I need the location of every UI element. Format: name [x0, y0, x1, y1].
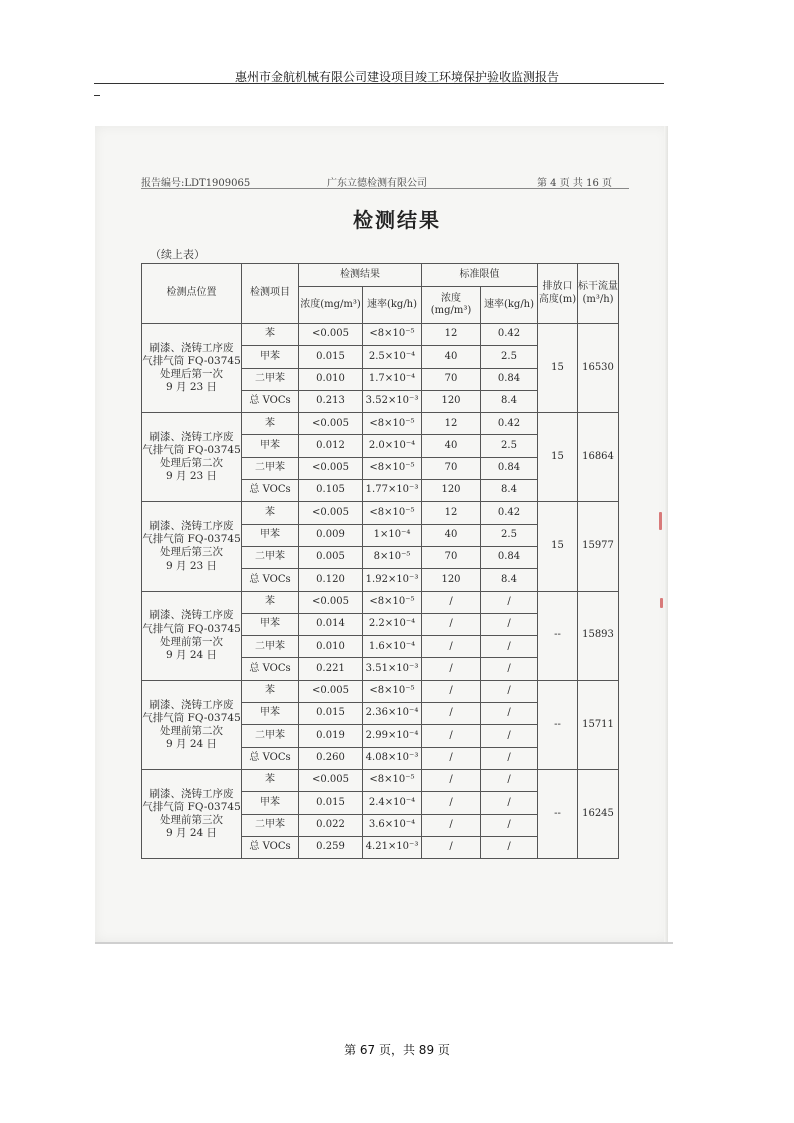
document-page-info: 第 4 页 共 16 页	[537, 178, 612, 189]
page-footer: 第 67 页，共 89 页	[344, 1043, 450, 1057]
header-item: 检测项目	[242, 264, 299, 324]
rate-cell: <8×10⁻⁵	[363, 413, 422, 435]
header-conc: 浓度(mg/m³)	[299, 287, 363, 324]
limit-rate-cell: 0.42	[481, 413, 538, 435]
item-cell: 总 VOCs	[242, 480, 299, 502]
rate-cell: 1.7×10⁻⁴	[363, 368, 422, 390]
limit-rate-cell: 0.84	[481, 368, 538, 390]
location-line: 处理前第二次	[160, 724, 223, 737]
limit-conc-cell: /	[422, 658, 481, 680]
organization-name: 广东立德检测有限公司	[327, 178, 427, 189]
item-cell: 总 VOCs	[242, 390, 299, 412]
conc-cell: 0.010	[299, 368, 363, 390]
item-cell: 二甲苯	[242, 457, 299, 479]
outlet-height-cell: --	[538, 591, 578, 680]
location-cell	[142, 591, 242, 680]
flow-cell: 16864	[578, 413, 619, 502]
conc-cell: 0.005	[299, 546, 363, 568]
item-cell: 二甲苯	[242, 814, 299, 836]
location-cell	[142, 502, 242, 591]
limit-rate-cell: /	[481, 703, 538, 725]
location-line: 气排气筒 FQ-03745	[142, 711, 241, 724]
location-line: 刷漆、浇铸工序废	[149, 341, 234, 354]
table-row	[142, 413, 619, 435]
item-cell: 甲苯	[242, 613, 299, 635]
limit-conc-cell: 12	[422, 502, 481, 524]
conc-cell: 0.019	[299, 725, 363, 747]
limit-rate-cell: /	[481, 680, 538, 702]
limit-rate-cell: /	[481, 769, 538, 791]
limit-rate-cell: 0.42	[481, 324, 538, 346]
limit-conc-cell: /	[422, 703, 481, 725]
location-line: 9 月 23 日	[165, 470, 218, 483]
rate-cell: 1.77×10⁻³	[363, 480, 422, 502]
header-location: 检测点位置	[142, 264, 242, 324]
item-cell: 甲苯	[242, 435, 299, 457]
conc-cell: <0.005	[299, 680, 363, 702]
conc-cell: 0.015	[299, 792, 363, 814]
item-cell: 苯	[242, 591, 299, 613]
limit-rate-cell: /	[481, 792, 538, 814]
document-title: 检测结果	[353, 208, 441, 232]
rate-cell: 3.6×10⁻⁴	[363, 814, 422, 836]
rate-cell: <8×10⁻⁵	[363, 324, 422, 346]
continued-note: （续上表）	[150, 248, 205, 261]
header-limit-rate: 速率(kg/h)	[481, 287, 538, 324]
limit-conc-cell: 40	[422, 524, 481, 546]
location-line: 刷漆、浇铸工序废	[149, 431, 234, 444]
limit-conc-cell: /	[422, 636, 481, 658]
item-cell: 二甲苯	[242, 546, 299, 568]
running-header: 惠州市金航机械有限公司建设项目竣工环境保护验收监测报告	[234, 70, 559, 84]
location-line: 处理前第一次	[160, 635, 223, 648]
rate-cell: 2.5×10⁻⁴	[363, 346, 422, 368]
location-line: 处理后第一次	[160, 368, 223, 381]
limit-rate-cell: 0.84	[481, 546, 538, 568]
location-line: 9 月 24 日	[165, 648, 218, 661]
conc-cell: 0.015	[299, 346, 363, 368]
location-line: 9 月 23 日	[165, 381, 218, 394]
conc-cell: <0.005	[299, 413, 363, 435]
limit-conc-cell: /	[422, 613, 481, 635]
item-cell: 总 VOCs	[242, 747, 299, 769]
limit-conc-cell: 40	[422, 435, 481, 457]
location-line: 气排气筒 FQ-03745	[142, 800, 241, 813]
rate-cell: 4.08×10⁻³	[363, 747, 422, 769]
limit-rate-cell: /	[481, 636, 538, 658]
rate-cell: <8×10⁻⁵	[363, 502, 422, 524]
limit-rate-cell: 8.4	[481, 569, 538, 591]
limit-conc-cell: 120	[422, 569, 481, 591]
conc-cell: <0.005	[299, 591, 363, 613]
conc-cell: 0.009	[299, 524, 363, 546]
limit-conc-cell: 70	[422, 457, 481, 479]
header-rate: 速率(kg/h)	[363, 287, 422, 324]
limit-conc-cell: /	[422, 769, 481, 791]
table-row	[142, 680, 619, 702]
item-cell: 甲苯	[242, 703, 299, 725]
limit-conc-cell: 70	[422, 546, 481, 568]
item-cell: 二甲苯	[242, 725, 299, 747]
results-body	[142, 324, 619, 859]
limit-rate-cell: /	[481, 591, 538, 613]
table-row	[142, 324, 619, 346]
header-rule	[94, 83, 664, 84]
location-cell	[142, 769, 242, 858]
table-row	[142, 591, 619, 613]
conc-cell: 0.221	[299, 658, 363, 680]
limit-conc-cell: 40	[422, 346, 481, 368]
location-line: 刷漆、浇铸工序废	[149, 787, 234, 800]
rate-cell: 2.0×10⁻⁴	[363, 435, 422, 457]
limit-rate-cell: 2.5	[481, 346, 538, 368]
limit-conc-cell: 120	[422, 480, 481, 502]
limit-conc-cell: /	[422, 836, 481, 858]
header-limit-conc: 浓度(mg/m³)	[422, 287, 481, 324]
limit-rate-cell: /	[481, 658, 538, 680]
limit-conc-cell: /	[422, 814, 481, 836]
location-line: 刷漆、浇铸工序废	[149, 520, 234, 533]
item-cell: 甲苯	[242, 792, 299, 814]
item-cell: 苯	[242, 769, 299, 791]
rate-cell: 2.2×10⁻⁴	[363, 613, 422, 635]
flow-cell: 15977	[578, 502, 619, 591]
conc-cell: <0.005	[299, 769, 363, 791]
conc-cell: 0.015	[299, 703, 363, 725]
limit-rate-cell: /	[481, 747, 538, 769]
item-cell: 苯	[242, 413, 299, 435]
header-limits-group: 标准限值	[422, 264, 538, 287]
item-cell: 总 VOCs	[242, 836, 299, 858]
item-cell: 二甲苯	[242, 636, 299, 658]
rate-cell: 2.99×10⁻⁴	[363, 725, 422, 747]
rate-cell: <8×10⁻⁵	[363, 591, 422, 613]
location-line: 气排气筒 FQ-03745	[142, 622, 241, 635]
location-line: 处理前第三次	[160, 814, 223, 827]
limit-rate-cell: /	[481, 725, 538, 747]
conc-cell: 0.260	[299, 747, 363, 769]
limit-conc-cell: /	[422, 792, 481, 814]
item-cell: 苯	[242, 502, 299, 524]
location-line: 处理后第二次	[160, 457, 223, 470]
conc-cell: 0.022	[299, 814, 363, 836]
location-line: 刷漆、浇铸工序废	[149, 609, 234, 622]
rate-cell: 1.6×10⁻⁴	[363, 636, 422, 658]
outlet-height-cell: 15	[538, 413, 578, 502]
location-line: 处理后第三次	[160, 546, 223, 559]
item-cell: 二甲苯	[242, 368, 299, 390]
item-cell: 甲苯	[242, 346, 299, 368]
limit-conc-cell: /	[422, 747, 481, 769]
limit-rate-cell: /	[481, 836, 538, 858]
flow-cell: 16245	[578, 769, 619, 858]
location-line: 9 月 24 日	[165, 737, 218, 750]
location-line: 气排气筒 FQ-03745	[142, 533, 241, 546]
location-line: 气排气筒 FQ-03745	[142, 444, 241, 457]
limit-rate-cell: 2.5	[481, 435, 538, 457]
item-cell: 总 VOCs	[242, 658, 299, 680]
location-line: 9 月 23 日	[165, 559, 218, 572]
item-cell: 总 VOCs	[242, 569, 299, 591]
limit-rate-cell: 8.4	[481, 390, 538, 412]
rate-cell: 1.92×10⁻³	[363, 569, 422, 591]
outlet-height-cell: 15	[538, 502, 578, 591]
limit-rate-cell: /	[481, 814, 538, 836]
conc-cell: <0.005	[299, 502, 363, 524]
stamp-edge-mark	[660, 598, 663, 608]
conc-cell: 0.120	[299, 569, 363, 591]
outlet-height-cell: --	[538, 769, 578, 858]
header-flow: 标干流量(m³/h)	[578, 264, 619, 324]
results-table	[141, 263, 619, 859]
rate-cell: 8×10⁻⁵	[363, 546, 422, 568]
limit-rate-cell: /	[481, 613, 538, 635]
report-number: 报告编号:LDT1909065	[141, 178, 251, 189]
limit-rate-cell: 0.42	[481, 502, 538, 524]
limit-rate-cell: 2.5	[481, 524, 538, 546]
conc-cell: 0.105	[299, 480, 363, 502]
conc-cell: <0.005	[299, 457, 363, 479]
rate-cell: 2.4×10⁻⁴	[363, 792, 422, 814]
rate-cell: <8×10⁻⁵	[363, 457, 422, 479]
outlet-height-cell: 15	[538, 324, 578, 413]
document-rule	[141, 188, 629, 189]
limit-conc-cell: 70	[422, 368, 481, 390]
item-cell: 苯	[242, 324, 299, 346]
header-outlet-height: 排放口高度(m)	[538, 264, 578, 324]
limit-rate-cell: 8.4	[481, 480, 538, 502]
conc-cell: 0.012	[299, 435, 363, 457]
conc-cell: 0.259	[299, 836, 363, 858]
flow-cell: 16530	[578, 324, 619, 413]
rate-cell: <8×10⁻⁵	[363, 769, 422, 791]
conc-cell: 0.010	[299, 636, 363, 658]
header-results-group: 检测结果	[299, 264, 422, 287]
limit-conc-cell: 12	[422, 413, 481, 435]
location-cell	[142, 324, 242, 413]
location-line: 9 月 24 日	[165, 827, 218, 840]
rate-cell: 3.52×10⁻³	[363, 390, 422, 412]
limit-conc-cell: /	[422, 680, 481, 702]
conc-cell: 0.014	[299, 613, 363, 635]
rate-cell: 2.36×10⁻⁴	[363, 703, 422, 725]
item-cell: 甲苯	[242, 524, 299, 546]
rate-cell: 3.51×10⁻³	[363, 658, 422, 680]
conc-cell: <0.005	[299, 324, 363, 346]
rate-cell: <8×10⁻⁵	[363, 680, 422, 702]
stamp-edge-mark	[659, 512, 662, 530]
flow-cell: 15893	[578, 591, 619, 680]
rate-cell: 1×10⁻⁴	[363, 524, 422, 546]
limit-conc-cell: /	[422, 591, 481, 613]
item-cell: 苯	[242, 680, 299, 702]
limit-conc-cell: 12	[422, 324, 481, 346]
location-line: 气排气筒 FQ-03745	[142, 354, 241, 367]
flow-cell: 15711	[578, 680, 619, 769]
header-mark	[94, 95, 100, 96]
table-row	[142, 769, 619, 791]
limit-conc-cell: /	[422, 725, 481, 747]
outlet-height-cell: --	[538, 680, 578, 769]
conc-cell: 0.213	[299, 390, 363, 412]
location-line: 刷漆、浇铸工序废	[149, 698, 234, 711]
scan-edge-shadow	[664, 126, 668, 942]
rate-cell: 4.21×10⁻³	[363, 836, 422, 858]
scan-edge-bottom	[95, 942, 673, 944]
limit-rate-cell: 0.84	[481, 457, 538, 479]
table-row	[142, 502, 619, 524]
limit-conc-cell: 120	[422, 390, 481, 412]
location-cell	[142, 680, 242, 769]
location-cell	[142, 413, 242, 502]
